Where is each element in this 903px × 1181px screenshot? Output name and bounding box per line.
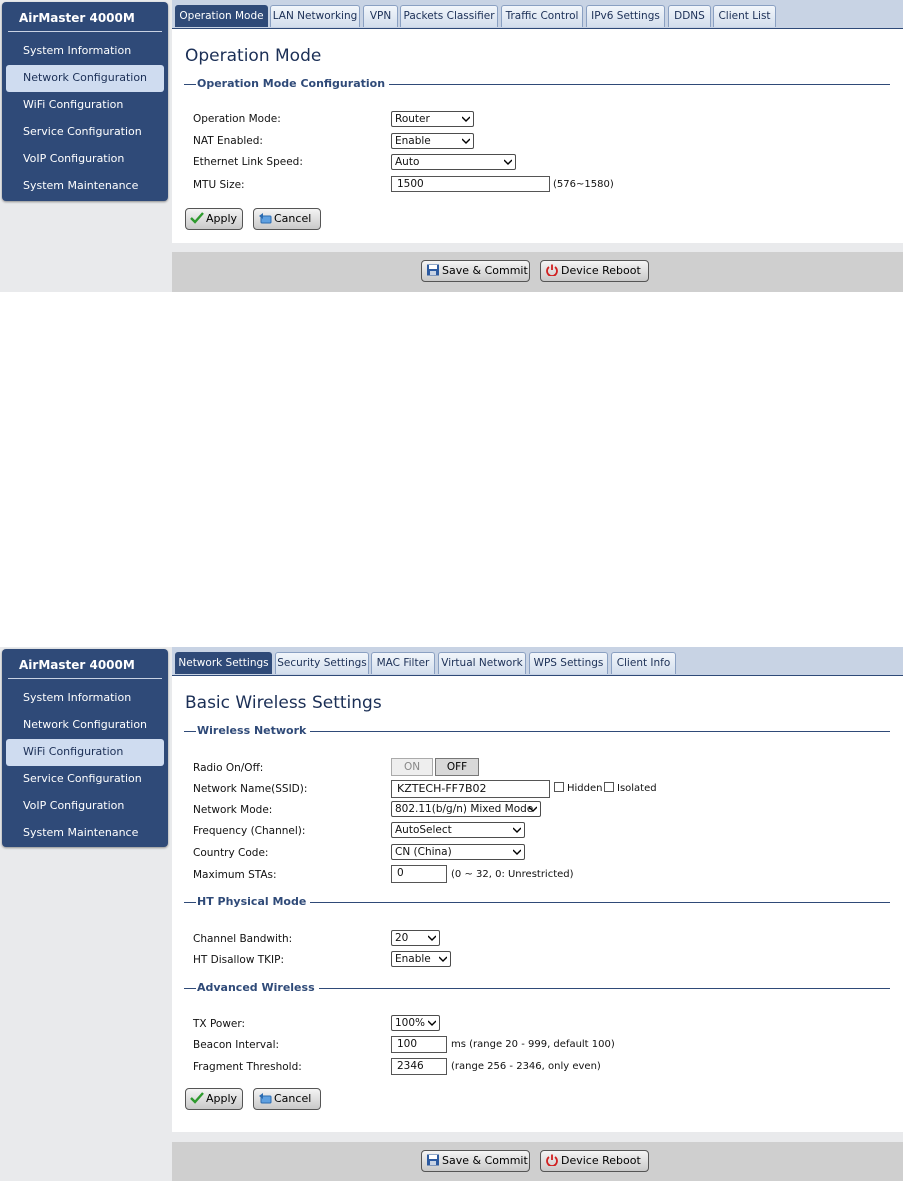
section-operation-mode-configuration	[184, 77, 890, 91]
section-ht-physical-mode	[184, 895, 890, 909]
apply-button[interactable]: Apply	[185, 1088, 243, 1110]
content-area	[172, 676, 903, 1132]
fragment-threshold-hint: (range 256 - 2346, only even)	[451, 1061, 601, 1072]
footer-bar	[172, 252, 903, 292]
check-icon	[190, 212, 204, 224]
sidebar-item-system-information[interactable]: System Information	[23, 691, 132, 704]
sidebar-item-system-information[interactable]: System Information	[23, 44, 132, 57]
sidebar-item-voip-configuration[interactable]: VoIP Configuration	[23, 799, 125, 812]
frequency-select[interactable]: AutoSelect	[391, 822, 525, 838]
brand-divider	[8, 31, 162, 32]
save-commit-button[interactable]: Save & Commit	[421, 260, 530, 282]
operation-mode-label: Operation Mode:	[193, 113, 281, 125]
network-mode-label: Network Mode:	[193, 804, 273, 816]
apply-button[interactable]: Apply	[185, 208, 243, 230]
floppy-disk-icon	[426, 1154, 440, 1166]
tx-power-label: TX Power:	[193, 1018, 246, 1030]
nat-enabled-label: NAT Enabled:	[193, 135, 263, 147]
chevron-down-icon	[462, 137, 470, 145]
tab-client-info[interactable]: Client Info	[611, 652, 676, 674]
beacon-interval-input[interactable]: 100	[391, 1036, 447, 1053]
section-wireless-network	[184, 724, 890, 738]
isolated-checkbox[interactable]	[604, 782, 614, 792]
tab-traffic-control[interactable]: Traffic Control	[501, 5, 583, 27]
chevron-down-icon	[428, 934, 436, 942]
frequency-label: Frequency (Channel):	[193, 825, 306, 837]
tab-virtual-network[interactable]: Virtual Network	[438, 652, 526, 674]
undo-icon	[258, 1092, 272, 1104]
sidebar-item-wifi-configuration[interactable]: WiFi Configuration	[23, 98, 124, 111]
page-title: Operation Mode	[185, 46, 322, 66]
check-icon	[190, 1092, 204, 1104]
sidebar-item-service-configuration[interactable]: Service Configuration	[23, 772, 142, 785]
ssid-label: Network Name(SSID):	[193, 783, 308, 795]
chevron-down-icon	[439, 955, 447, 963]
operation-mode-panel	[0, 0, 903, 292]
country-code-select[interactable]: CN (China)	[391, 844, 525, 860]
sidebar-item-service-configuration[interactable]: Service Configuration	[23, 125, 142, 138]
max-stas-input[interactable]: 0	[391, 865, 447, 883]
section-title: Wireless Network	[196, 724, 310, 737]
nat-enabled-select[interactable]: Enable	[391, 133, 474, 149]
brand-title: AirMaster 4000M	[19, 658, 135, 672]
cancel-button[interactable]: Cancel	[253, 1088, 321, 1110]
isolated-label: Isolated	[617, 783, 657, 794]
undo-icon	[258, 212, 272, 224]
page-title: Basic Wireless Settings	[185, 693, 382, 713]
beacon-interval-hint: ms (range 20 - 999, default 100)	[451, 1039, 615, 1050]
section-title: HT Physical Mode	[196, 895, 310, 908]
device-reboot-button[interactable]: Device Reboot	[540, 260, 649, 282]
content-area	[172, 29, 903, 243]
ethernet-link-speed-select[interactable]: Auto	[391, 154, 516, 170]
save-commit-button[interactable]: Save & Commit	[421, 1150, 530, 1172]
chevron-down-icon	[462, 115, 470, 123]
hidden-label: Hidden	[567, 783, 603, 794]
tab-vpn[interactable]: VPN	[363, 5, 398, 27]
ssid-input[interactable]: KZTECH-FF7B02	[391, 780, 550, 798]
mtu-size-input[interactable]: 1500	[391, 176, 550, 192]
power-icon	[545, 264, 559, 276]
sidebar-item-voip-configuration[interactable]: VoIP Configuration	[23, 152, 125, 165]
chevron-down-icon	[428, 1019, 436, 1027]
sidebar-item-network-configuration[interactable]: Network Configuration	[6, 65, 164, 92]
country-code-label: Country Code:	[193, 847, 269, 859]
footer-bar	[172, 1142, 903, 1181]
sidebar-item-network-configuration[interactable]: Network Configuration	[23, 718, 148, 731]
cancel-button[interactable]: Cancel	[253, 208, 321, 230]
brand-title: AirMaster 4000M	[19, 11, 135, 25]
tab-security-settings[interactable]: Security Settings	[275, 652, 369, 674]
tab-lan-networking[interactable]: LAN Networking	[270, 5, 360, 27]
section-advanced-wireless	[184, 981, 890, 995]
chevron-down-icon	[513, 848, 521, 856]
radio-off-button[interactable]: OFF	[435, 758, 479, 776]
tab-network-settings[interactable]: Network Settings	[175, 652, 272, 674]
tab-client-list[interactable]: Client List	[713, 5, 776, 27]
device-reboot-button[interactable]: Device Reboot	[540, 1150, 649, 1172]
power-icon	[545, 1154, 559, 1166]
fragment-threshold-input[interactable]: 2346	[391, 1058, 447, 1075]
sidebar-item-system-maintenance[interactable]: System Maintenance	[23, 826, 139, 839]
tab-ipv6-settings[interactable]: IPv6 Settings	[586, 5, 665, 27]
radio-label: Radio On/Off:	[193, 762, 264, 774]
max-stas-label: Maximum STAs:	[193, 869, 277, 881]
sidebar	[2, 2, 168, 201]
tab-wps-settings[interactable]: WPS Settings	[529, 652, 608, 674]
ethernet-link-speed-label: Ethernet Link Speed:	[193, 156, 303, 168]
tab-operation-mode[interactable]: Operation Mode	[175, 5, 268, 27]
tab-ddns[interactable]: DDNS	[668, 5, 711, 27]
ht-disallow-tkip-label: HT Disallow TKIP:	[193, 954, 285, 966]
section-title: Operation Mode Configuration	[196, 77, 389, 90]
chevron-down-icon	[504, 158, 512, 166]
beacon-interval-label: Beacon Interval:	[193, 1039, 280, 1051]
network-mode-select[interactable]: 802.11(b/g/n) Mixed Mode	[391, 801, 541, 817]
tx-power-select[interactable]: 100%	[391, 1015, 440, 1031]
section-title: Advanced Wireless	[196, 981, 319, 994]
operation-mode-select[interactable]: Router	[391, 111, 474, 127]
mtu-size-hint: (576~1580)	[553, 179, 614, 190]
chevron-down-icon	[513, 826, 521, 834]
channel-bandwidth-select[interactable]: 20	[391, 930, 440, 946]
sidebar	[2, 649, 168, 847]
hidden-checkbox[interactable]	[554, 782, 564, 792]
radio-on-button[interactable]: ON	[391, 758, 433, 776]
sidebar-item-system-maintenance[interactable]: System Maintenance	[23, 179, 139, 192]
sidebar-item-wifi-configuration[interactable]: WiFi Configuration	[6, 739, 164, 766]
chevron-down-icon	[529, 805, 537, 813]
tab-bar	[172, 647, 903, 676]
max-stas-hint: (0 ~ 32, 0: Unrestricted)	[451, 869, 574, 880]
tab-bar	[172, 0, 903, 29]
brand-divider	[8, 678, 162, 679]
mtu-size-label: MTU Size:	[193, 179, 245, 191]
floppy-disk-icon	[426, 264, 440, 276]
channel-bandwidth-label: Channel Bandwith:	[193, 933, 293, 945]
tab-packets-classifier[interactable]: Packets Classifier	[400, 5, 498, 27]
fragment-threshold-label: Fragment Threshold:	[193, 1061, 302, 1073]
wifi-settings-panel	[0, 647, 903, 1181]
ht-disallow-tkip-select[interactable]: Enable	[391, 951, 451, 967]
tab-mac-filter[interactable]: MAC Filter	[371, 652, 435, 674]
